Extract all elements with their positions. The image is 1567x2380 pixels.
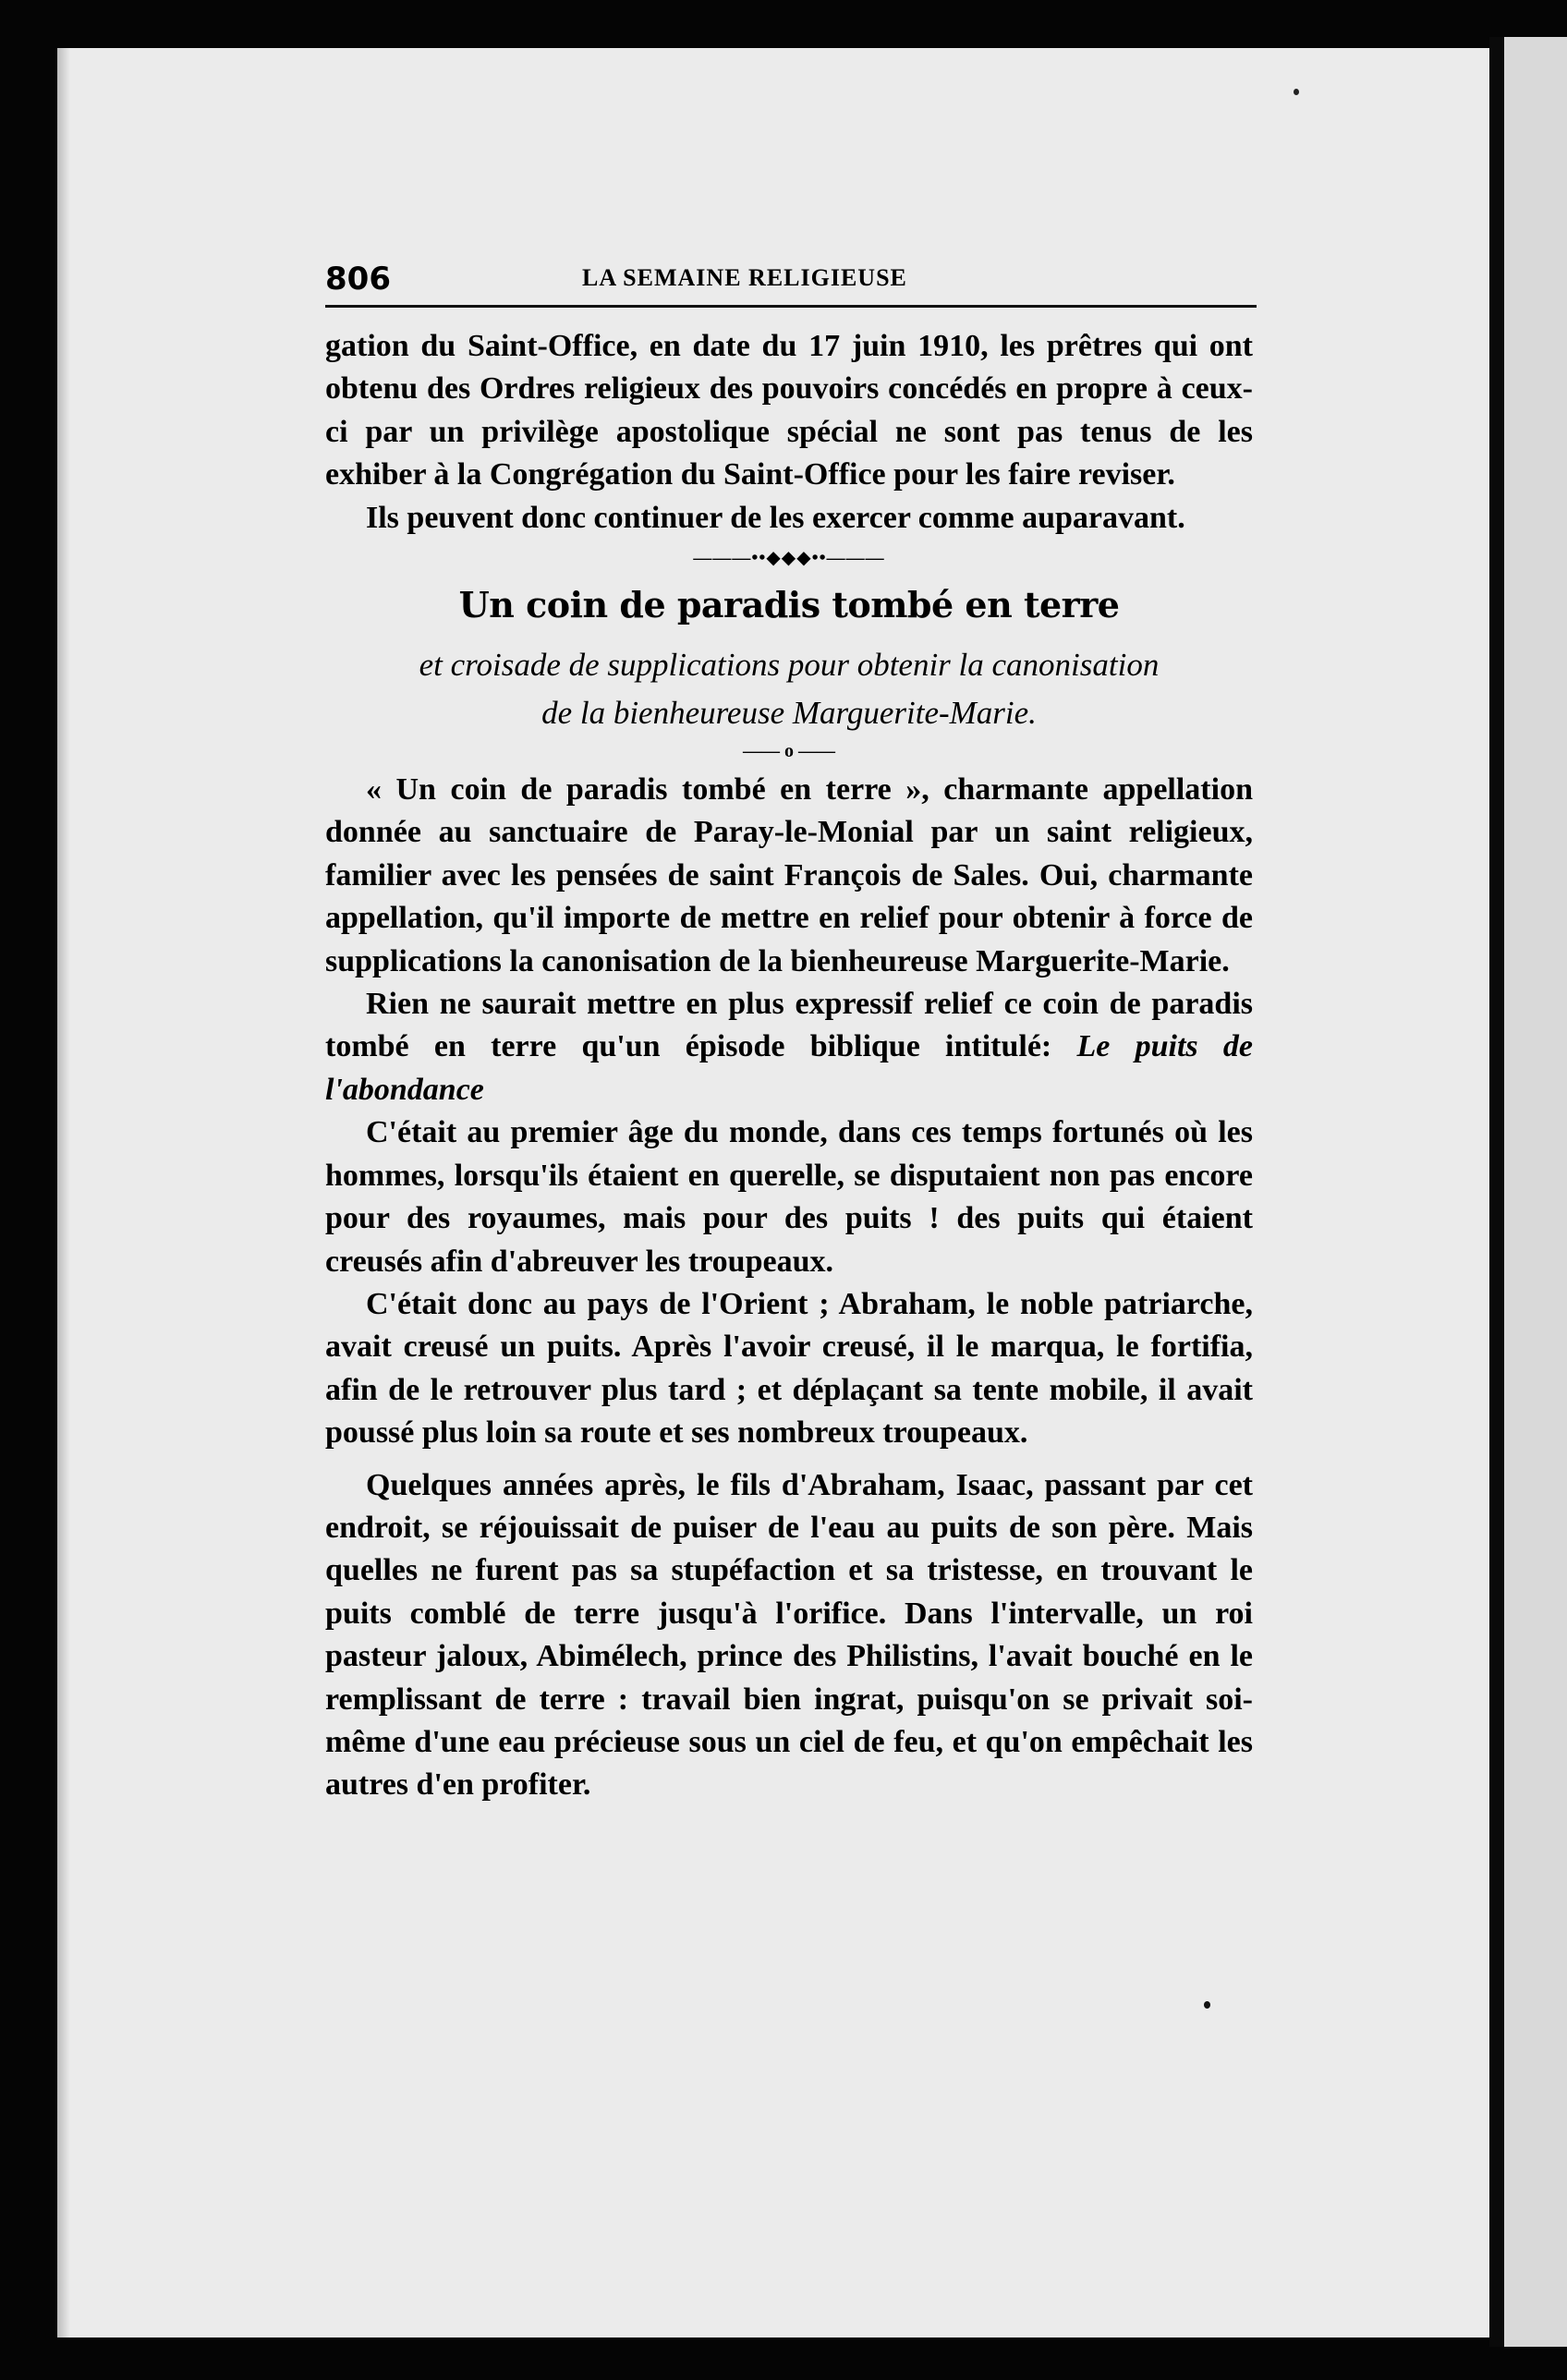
speck [1294,89,1299,95]
paragraph: Ils peuvent donc continuer de les exercer comme auparavant. [366,500,1185,535]
paragraph: Quelques années après, le fils d'Abraham, Isaac, passant par cet endroit, se réjouissait de puiser de l'eau au puits de son père. Mais quelles ne furent pas sa stupéfaction et sa tristesse, en trouvant le puits comblé de terre jusqu'à l'orifice. Dans l'intervalle, un roi pasteur jaloux, Abimélech, prince des Philistins, l'avait bouché en le remplissant de terre : travail bien ingrat, puisqu'on se privait soi-même d'une eau précieuse sous un ciel de feu, et qu'on empêchait les autres d'en profiter. [325,1467,1253,1803]
article-title: Un coin de paradis tombé en terre [458,584,1120,626]
page-header [325,261,1257,298]
paragraph [325,983,1253,1111]
small-divider: —— o —— [743,741,835,762]
paragraph: C'était donc au pays de l'Orient ; Abraham, le noble patriarche, avait creusé un puits. Après l'avoir creusé, il le marqua, le fortifia, afin de le retrouver plus tard ; et déplaçant sa tente mobile, il avait poussé plus loin sa route et ses nombreux troupeaux. [325,1286,1253,1451]
paragraph-continuation: gation du Saint-Office, en date du 17 juin 1910, les prêtres qui ont obtenu des Ordres religieux des pouvoirs concédés en propre à ceux-ci par un privilège apostolique spécial ne sont pas tenus de les exhiber à la Congrégation du Saint-Office pour les faire reviser. [325,329,1253,492]
paragraph: « Un coin de paradis tombé en terre », charmante appellation donnée au sanctuaire de Paray-le-Monial par un saint religieux, familier avec les pensées de saint François de Sales. Oui, charmante appellation, qu'il importe de mettre en relief pour obtenir à force de supplications la canonisation de la bienheureuse Marguerite-Marie. [325,772,1253,978]
page-edge-shadow [57,48,70,2338]
subtitle-line: de la bienheureuse Marguerite-Marie. [541,695,1037,732]
italic-title: Le puits de l'abondance [325,1029,1253,1107]
running-head: LA SEMAINE RELIGIEUSE [582,264,907,291]
page-number: 806 [325,261,391,298]
adjacent-page-edge [1504,37,1567,2347]
article-subtitle [325,641,1253,737]
subtitle-line: et croisade de supplications pour obtenir la canonisation [419,647,1160,684]
paragraph-text: Rien ne saurait mettre en plus expressif relief ce coin de paradis tombé en terre qu'un épisode biblique intitulé: [325,987,1253,1064]
ornament-divider: ———••◆◆◆••——— [693,548,885,569]
header-rule [325,305,1257,308]
speck [1204,2001,1210,2009]
article-body [325,325,1253,1807]
paragraph: C'était au premier âge du monde, dans ces temps fortunés où les hommes, lorsqu'ils étaient en querelle, se disputaient non pas encore pour des royaumes, mais pour des puits ! des puits qui étaient creusés afin d'abreuver les troupeaux. [325,1115,1253,1279]
